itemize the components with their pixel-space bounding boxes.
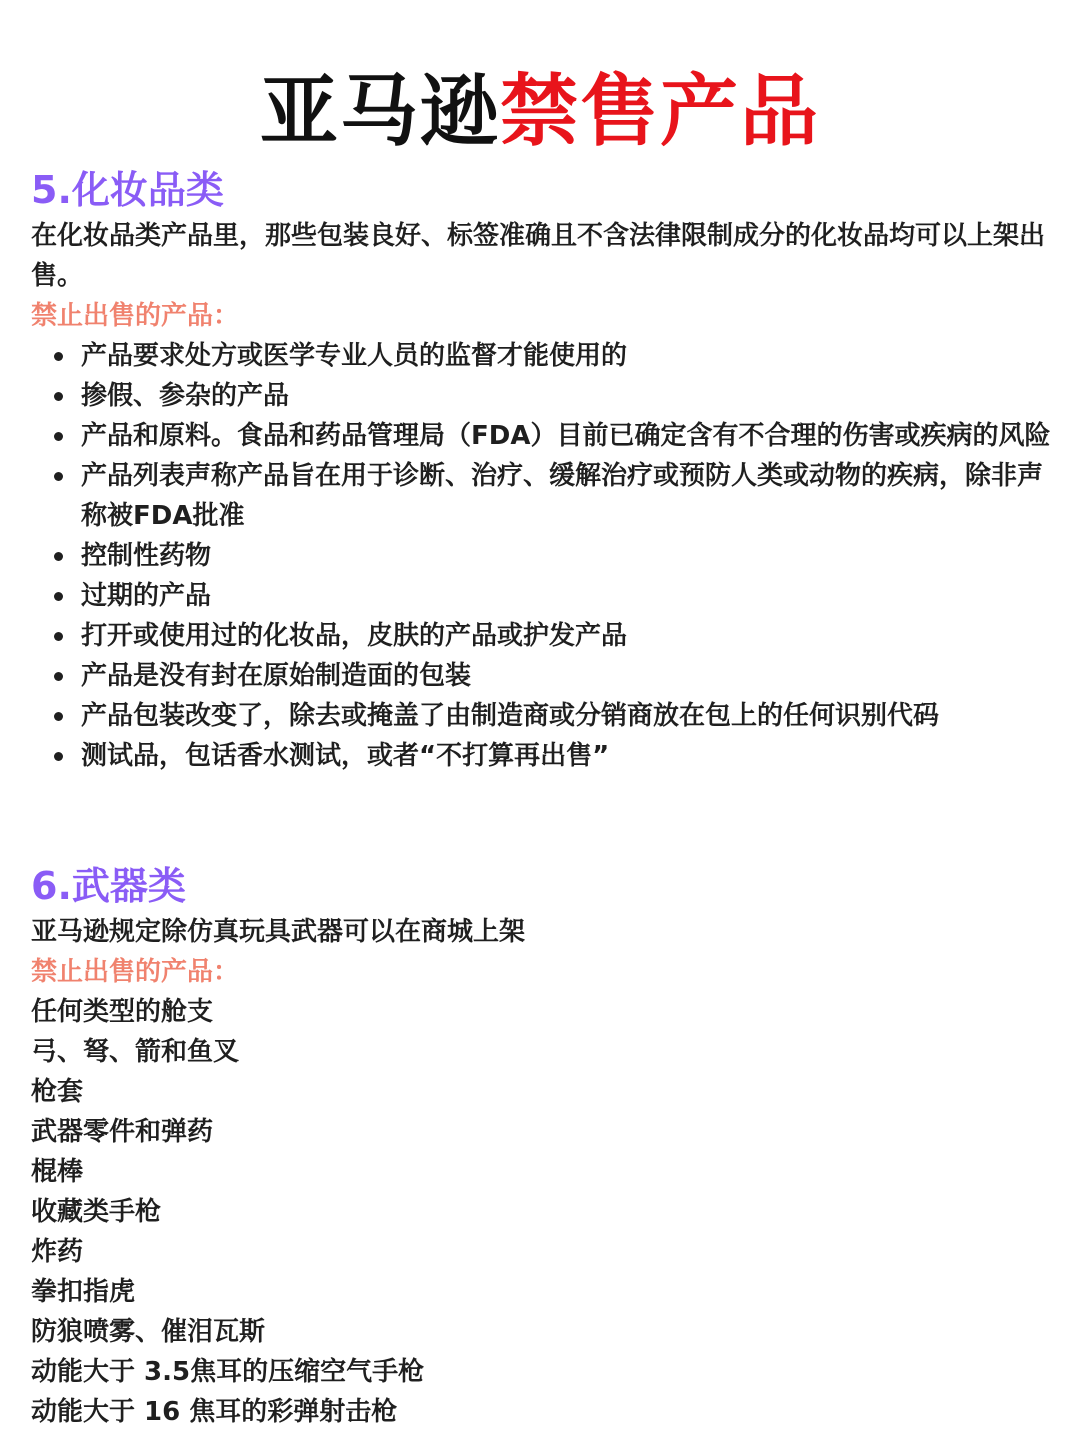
bullet-icon <box>54 472 63 481</box>
list-item-text: 产品包装改变了，除去或掩盖了由制造商或分销商放在包上的任何识别代码 <box>81 701 940 731</box>
banned-label: 禁止出售的产品： <box>31 301 240 331</box>
list-item-text: 过期的产品 <box>81 581 212 611</box>
list-item-text: 打开或使用过的化妆品，皮肤的产品或护发产品 <box>81 621 628 651</box>
bullet-icon <box>54 712 63 721</box>
list-item-text: 控制性药物 <box>81 541 212 571</box>
list-item <box>31 336 1056 376</box>
list-item <box>31 696 1056 736</box>
section-heading: 6.武器类 <box>31 864 186 908</box>
bullet-icon <box>54 632 63 641</box>
bullet-icon <box>54 552 63 561</box>
list-item <box>31 536 1056 576</box>
section-intro: 亚马逊规定除仿真玩具武器可以在商城上架 <box>31 917 526 947</box>
list-item <box>31 736 1056 776</box>
list-item <box>31 376 1056 416</box>
list-item-text: 掺假、参杂的产品 <box>81 381 290 411</box>
bullet-icon <box>54 432 63 441</box>
list-item: 拳扣指虎 <box>31 1277 136 1307</box>
list-item-text: 产品列表声称产品旨在用于诊断、治疗、缓解治疗或预防人类或动物的疾病，除非声称被FDA批准 <box>81 461 1044 531</box>
list-item: 武器零件和弹药 <box>31 1117 214 1147</box>
page-title <box>0 66 1080 158</box>
list-item <box>31 456 1056 536</box>
list-item: 动能大于 3.5焦耳的压缩空气手枪 <box>31 1357 425 1387</box>
bullet-icon <box>54 672 63 681</box>
banned-list <box>31 336 1056 776</box>
list-item-text: 产品是没有封在原始制造面的包装 <box>81 661 472 691</box>
section-intro: 在化妆品类产品里，那些包装良好、标签准确且不含法律限制成分的化妆品均可以上架出售。 <box>31 221 1046 291</box>
list-item <box>31 416 1056 456</box>
page-title-part1: 亚马逊 <box>259 67 500 157</box>
list-item: 枪套 <box>31 1077 84 1107</box>
banned-list <box>31 992 1056 1432</box>
section-cosmetics <box>31 166 1056 776</box>
list-item: 弓、弩、箭和鱼叉 <box>31 1037 240 1067</box>
list-item: 棍棒 <box>31 1157 84 1187</box>
list-item: 动能大于 16 焦耳的彩弹射击枪 <box>31 1397 398 1427</box>
bullet-icon <box>54 592 63 601</box>
list-item <box>31 616 1056 656</box>
section-heading: 5.化妆品类 <box>31 168 224 212</box>
list-item-text: 测试品，包话香水测试，或者“不打算再出售” <box>81 741 610 771</box>
bullet-icon <box>54 352 63 361</box>
list-item: 收藏类手枪 <box>31 1197 162 1227</box>
banned-label: 禁止出售的产品： <box>31 957 240 987</box>
list-item <box>31 656 1056 696</box>
page-title-part2: 禁售产品 <box>500 67 821 157</box>
list-item-text: 产品和原料。食品和药品管理局（FDA）目前已确定含有不合理的伤害或疾病的风险 <box>81 421 1051 451</box>
list-item <box>31 576 1056 616</box>
list-item-text: 产品要求处方或医学专业人员的监督才能使用的 <box>81 341 628 371</box>
list-item: 防狼喷雾、催泪瓦斯 <box>31 1317 266 1347</box>
bullet-icon <box>54 752 63 761</box>
list-item: 任何类型的舱支 <box>31 997 214 1027</box>
section-weapons <box>31 862 1056 1432</box>
list-item: 炸药 <box>31 1237 84 1267</box>
bullet-icon <box>54 392 63 401</box>
